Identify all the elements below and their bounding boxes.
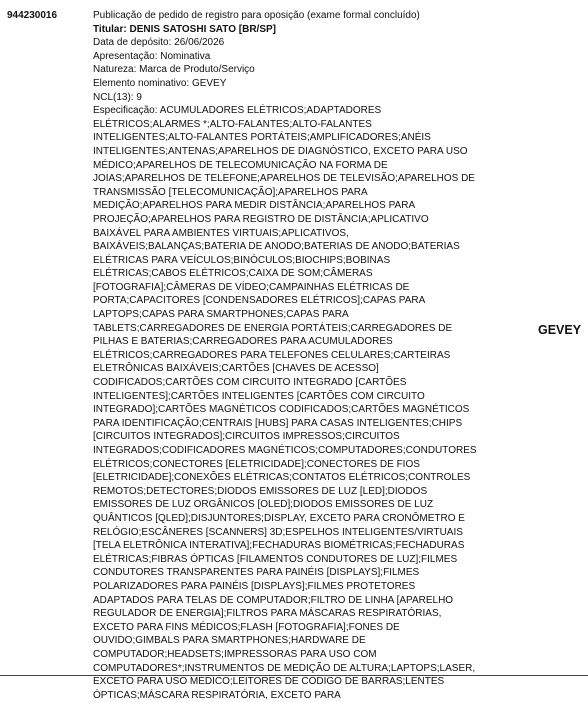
specification: Especificação: ACUMULADORES ELÉTRICOS;ADAPTADORES ELÉTRICOS;ALARMES *;ALTO-FALANTES;ALTO-FALANTES INTELIGENTES;ALTO-FALANTES PORTÁTEIS;AMPLIFICADORES;ANÉIS INTELIGENTES;ANTENAS;APARELHOS DE DIAGNÓSTICO, EXCETO PARA USO MÉDICO;APARELHOS DE TELECOMUNICAÇÃO NA FORMA DE JOIAS;APARELHOS DE TELEFONE;APARELHOS DE TELEVISÃO;APARELHOS DE TRANSMISSÃO [TELECOMUNICAÇÃO];APARELHOS PARA MEDIÇÃO;APARELHOS PARA MEDIR DISTÂNCIA;APARELHOS PARA PROJEÇÃO;APARELHOS PARA REGISTRO DE DISTÂNCIA;APLICATIVO BAIXÁVEL PARA AMBIENTES VIRTUAIS;APLICATIVOS, BAIXÁVEIS;BALANÇAS;BATERIA DE ANODO;BATERIAS DE ANODO;BATERIAS ELÉTRICAS PARA VEÍCULOS;BINÓCULOS;BIOCHIPS;BOBINAS ELÉTRICAS;CABOS ELÉTRICOS;CAIXA DE SOM;CÂMERAS [FOTOGRAFIA];CÂMERAS DE VÍDEO;CAMPAINHAS ELÉTRICAS DE PORTA;CAPACITORES [CONDENSADORES ELÉTRICOS];CAPAS PARA LAPTOPS;CAPAS PARA SMARTPHONES;CAPAS PARA TABLETS;CARREGADORES DE ENERGIA PORTÁTEIS;CARREGADORES DE PILHAS E BATERIAS;CARREGADORES PARA ACUMULADORES ELÉTRICOS;CARREGADORES PARA TELEFONES CELULARES;CARTEIRAS ELETRÔNICAS BAIXÁVEIS;CARTÕES [CHAVES DE ACESSO] CODIFICADOS;CARTÕES COM CIRCUITO INTEGRADO [CARTÕES INTELIGENTES];CARTÕES INTELIGENTES [CARTÕES COM CIRCUITO INTEGRADO];CARTÕES MAGNÉTICOS CODIFICADOS;CARTÕES MAGNÉTICOS PARA IDENTIFICAÇÃO;CENTRAIS [HUBS] PARA CASAS INTELIGENTES;CHIPS [CIRCUITOS INTEGRADOS];CIRCUITOS IMPRESSOS;CIRCUITOS INTEGRADOS;CODIFICADORES MAGNÉTICOS;COMPUTADORES;CONDUTORES ELÉTRICOS;CONECTORES [ELETRICIDADE];CONECTORES DE FIOS [ELETRICIDADE];CONEXÕES ELÉTRICAS;CONTATOS ELÉTRICOS;CONTROLES REMOTOS;DETECTORES;DIODOS EMISSORES DE LUZ [LED];DIODOS EMISSORES DE LUZ ORGÂNICOS [OLED];DIODOS EMISSORES DE LUZ QUÂNTICOS [QLED];DISJUNTORES;DISPLAY, EXCETO PARA CRONÔMETRO E RELÓGIO;ESCÂNERES [SCANNERS] 3D;ESPELHOS INTELIGENTES/VIRTUAIS [TELA ELETRÔNICA INTERATIVA];FECHADURAS BIOMÉTRICAS;FECHADURAS ELÉTRICAS;FIBRAS ÓPTICAS [FILAMENTOS CONDUTORES DE LUZ];FILMES CONDUTORES TRANSPARENTES PARA PAINÉIS [DISPLAYS];FILMES POLARIZADORES PARA PAINÉIS [DISPLAYS];FILMES PROTETORES ADAPTADOS PARA TELAS DE COMPUTADOR;FILTRO DE LINHA [APARELHO REGULADOR DE ENERGIA];FILTROS PARA MÁSCARAS RESPIRATÓRIAS, EXCETO PARA FINS MÉDICOS;FLASH [FOTOGRAFIA];FONES DE OUVIDO;GIMBALS PARA SMARTPHONES;HARDWARE DE COMPUTADOR;HEADSETS;IMPRESSORAS PARA USO COM COMPUTADORES*;INSTRUMENTOS DE MEDIÇÃO DE ALTURA;LAPTOPS;LASER, EXCETO PARA USO MÉDICO;LEITORES DE CÓDIGO DE BARRAS;LENTES ÓPTICAS;MÁSCARA RESPIRATÓRIA, EXCETO PARA — [93, 105, 477, 701]
dispatch-text: Publicação de pedido de registro para oposição (exame formal concluído) — [93, 10, 420, 21]
titular: Titular: DENIS SATOSHI SATO [BR/SP] — [93, 23, 276, 35]
nature: Natureza: Marca de Produto/Serviço — [93, 64, 255, 76]
record-details — [93, 9, 478, 702]
bottom-divider — [0, 675, 588, 676]
mark-name: GEVEY — [538, 323, 582, 337]
process-number: 944230016 — [7, 10, 58, 21]
presentation: Apresentação: Nominativa — [93, 50, 211, 62]
ncl-class: NCL(13): 9 — [93, 91, 142, 103]
filing-date: Data de depósito: 26/06/2026 — [93, 37, 225, 49]
nominative-element: Elemento nominativo: GEVEY — [93, 77, 227, 89]
